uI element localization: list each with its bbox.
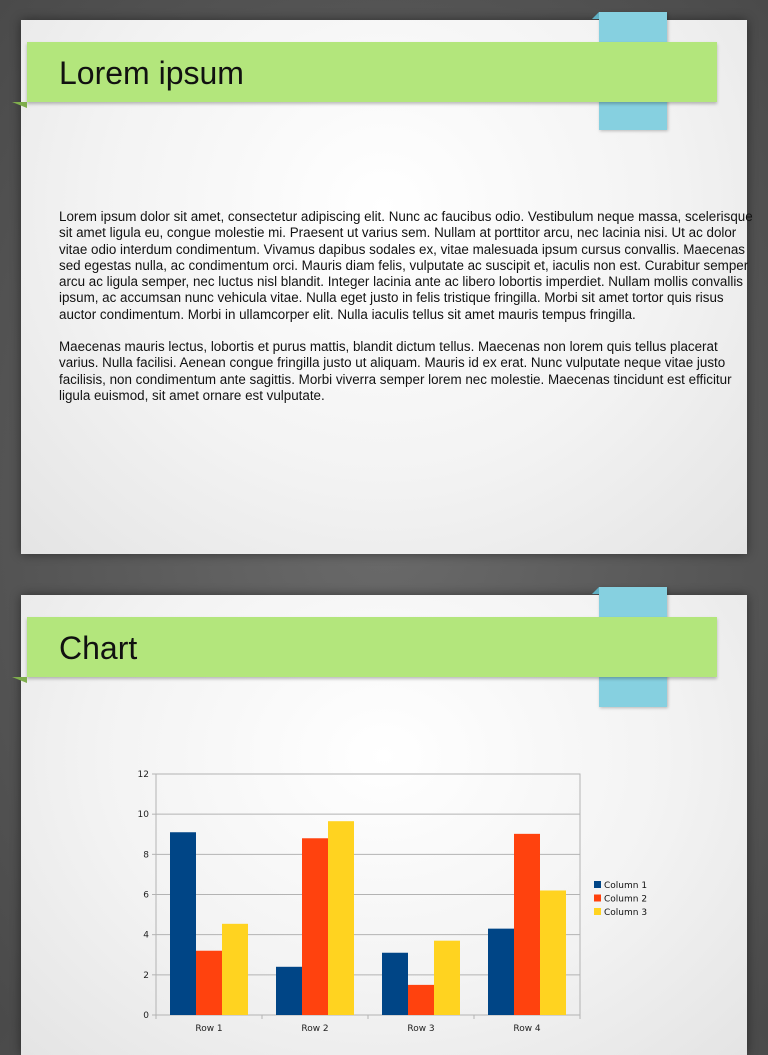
- bar-column-1: [170, 832, 196, 1015]
- tab-fold-decoration: [592, 12, 599, 19]
- y-tick-label: 4: [143, 930, 149, 941]
- legend-label: Column 2: [604, 894, 648, 905]
- y-tick-label: 6: [143, 890, 149, 901]
- slide-2: [21, 595, 747, 1055]
- y-tick-label: 8: [143, 850, 149, 861]
- x-tick-label: Row 3: [407, 1024, 435, 1034]
- slide-1: [21, 20, 753, 554]
- x-tick-label: Row 1: [195, 1024, 223, 1034]
- bar-column-3: [434, 941, 460, 1015]
- bar-column-3: [222, 924, 248, 1015]
- x-tick-label: Row 2: [301, 1024, 329, 1034]
- bar-column-3: [540, 890, 566, 1015]
- legend-label: Column 1: [604, 881, 648, 891]
- body-paragraph: Lorem ipsum dolor sit amet, consectetur adipiscing elit. Nunc ac faucibus odio. Vestibulum neque massa, scelerisque sit amet ligula eu, congue molestie mi. Praesent ut varius sem. Nullam at porttitor arcu, nec lacinia nisi. Ut ac dolor vitae odio interdum condimentum. Vivamus dapibus sodales ex, vitae malesuada ipsum cursus convallis. Maecenas sed egestas nulla, ac condimentum orci. Mauris diam felis, vulputate ac suscipit et, iaculis non est. Curabitur semper arcu ac ligula semper, nec luctus nisl blandit. Integer lacinia ante ac libero lobortis imperdiet. Nullam mollis convallis ipsum, ac accumsan nunc vehicula vitae. Nulla eget justo in felis tristique fringilla. Morbi sit amet tortor quis risus auctor condimentum. Morbi in ullamcorper elit. Nulla iaculis tellus sit amet mauris tempus fringilla.: [59, 209, 753, 322]
- tab-fold-decoration: [592, 587, 599, 594]
- bar-column-1: [382, 953, 408, 1015]
- bar-chart: [21, 595, 747, 1055]
- bar-column-2: [302, 838, 328, 1015]
- legend-swatch: [594, 881, 601, 888]
- slide-title: Chart: [59, 630, 138, 666]
- bar-column-2: [408, 985, 434, 1015]
- slide-title: Lorem ipsum: [59, 55, 244, 91]
- bar-column-2: [514, 834, 540, 1015]
- title-banner: [27, 42, 717, 102]
- y-tick-label: 10: [137, 810, 149, 821]
- banner-fold-decoration: [12, 102, 27, 108]
- x-tick-label: Row 4: [513, 1024, 541, 1034]
- y-tick-label: 0: [143, 1011, 149, 1021]
- legend-swatch: [594, 895, 601, 902]
- y-tick-label: 2: [143, 970, 149, 981]
- body-paragraph: Maecenas mauris lectus, lobortis et purus mattis, blandit dictum tellus. Maecenas non lorem quis tellus placerat varius. Nulla facilisi. Aenean congue fringilla justo ut aliquam. Mauris id ex erat. Nunc vulputate neque vitae justo facilisis, non condimentum ante sagittis. Morbi viverra semper lorem nec molestie. Maecenas tincidunt est efficitur ligula euismod, sit amet ornare est vulputate.: [59, 339, 732, 403]
- bar-column-3: [328, 821, 354, 1015]
- bar-column-1: [276, 967, 302, 1015]
- slide-body: [59, 209, 759, 420]
- bar-column-2: [196, 951, 222, 1015]
- y-tick-label: 12: [137, 770, 149, 780]
- bar-column-1: [488, 929, 514, 1015]
- legend-swatch: [594, 908, 601, 915]
- legend-label: Column 3: [604, 908, 648, 918]
